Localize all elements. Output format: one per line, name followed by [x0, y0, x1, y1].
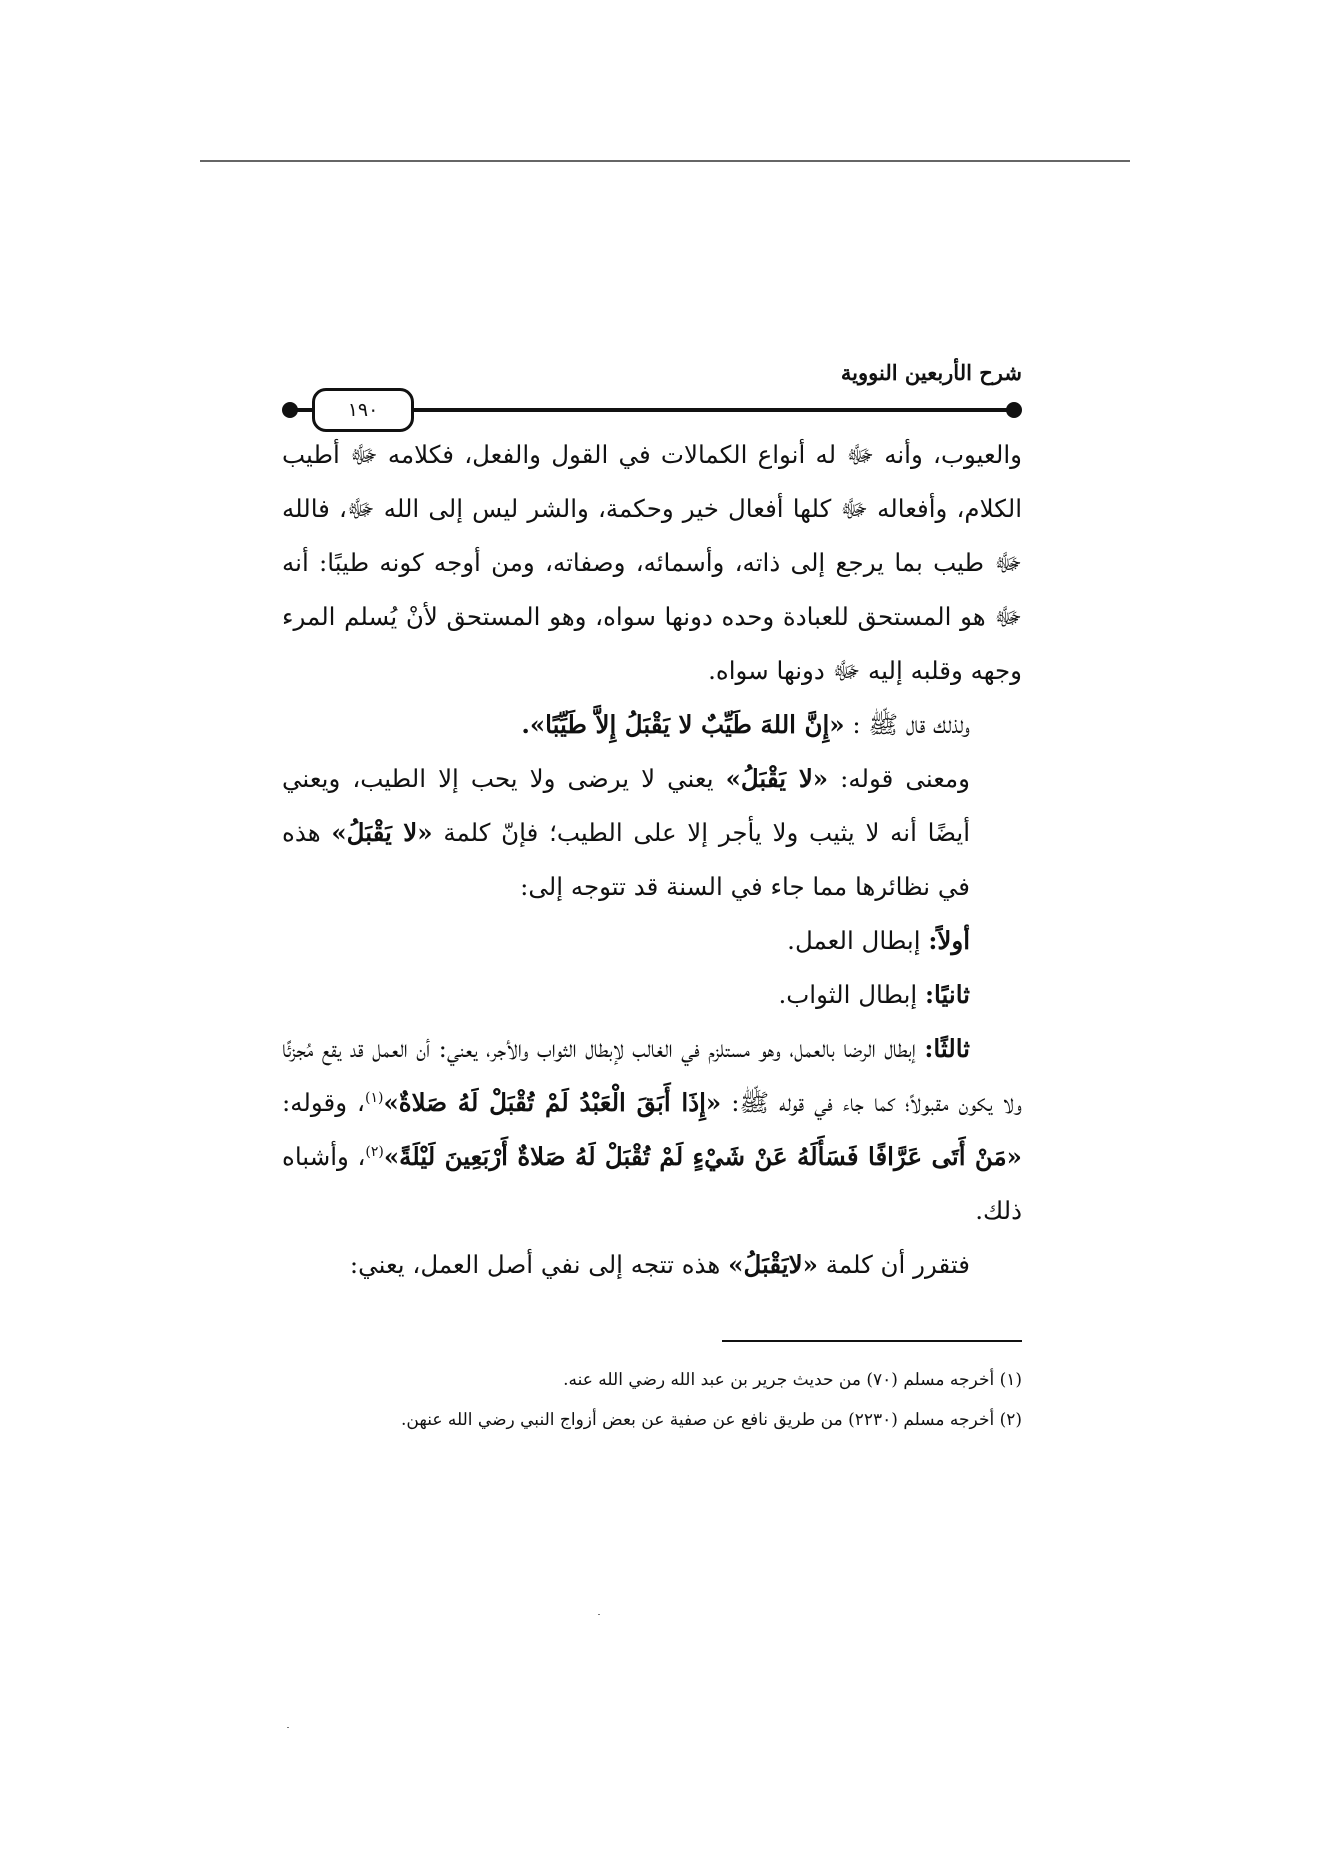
scan-speck [598, 1614, 600, 1615]
paragraph-3 [282, 752, 1022, 914]
paragraph-4 [282, 1238, 1022, 1292]
footnote-1: (١) أخرجه مسلم (٧٠) من حديث جرير بن عبد الله رضي الله عنه. [563, 1370, 1022, 1390]
header-ornament-dot-left [282, 402, 298, 418]
quote-la-yaqbal-1: «لا يَقْبَلُ» [725, 764, 829, 793]
paragraph-4-lead: فتقرر أن كلمة [817, 1250, 970, 1279]
list-item-3-tail: ، وأشباه ذلك. [282, 1142, 1022, 1225]
running-title: شرح الأربعين النووية [840, 360, 1022, 385]
header-ornament-dot-right [1006, 402, 1022, 418]
footnotes [282, 1360, 1022, 1440]
footnote-separator [722, 1340, 1022, 1342]
list-item-1 [282, 914, 1022, 968]
hadith-quote-arraf: «مَنْ أَتَى عَرَّافًا فَسَأَلَهُ عَنْ شَيْءٍ لَمْ تُقْبَلْ لَهُ صَلاةٌ أَرْبَعِينَ لَيْلَةً» [383, 1142, 1022, 1171]
hadith-quote: «إِنَّ اللهَ طَيِّبٌ لا يَقْبَلُ إِلاَّ طَيِّبًا». [521, 710, 845, 739]
paragraph-1: والعيوب، وأنه ﷻ له أنواع الكمالات في القول والفعل، فكلامه ﷻ أطيب الكلام، وأفعاله ﷻ كلها أفعال خير وحكمة، والشر ليس إلى الله ﷻ، فالله ﷻ طيب بما يرجع إلى ذاته، وأسمائه، وصفاته، ومن أوجه كونه طيبًا: أنه ﷻ هو المستحق للعبادة وحده دونها سواه، وهو المستحق لأنْ يُسلم المرء وجهه وقلبه إليه ﷻ دونها سواه. [282, 440, 1022, 685]
quote-la-yaqbal-3: «لايَقْبَلُ» [728, 1250, 818, 1279]
list-item-1-text: إبطال العمل. [787, 926, 929, 955]
paragraph-3-tail: هذه في نظائرها مما جاء في السنة قد تتوجه إلى: [282, 818, 970, 901]
list-item-3-label: ثالثًا: [924, 1034, 970, 1063]
top-rule [200, 160, 1130, 162]
scan-speck [287, 1727, 289, 1728]
list-item-3 [282, 1022, 1022, 1238]
paragraph-3-mid: يعني لا يرضى ولا يحب إلا الطيب، ويعني أيضًا أنه لا يثيب ولا يأجر إلا على الطيب؛ فإنّ كلمة [282, 764, 970, 847]
paragraph-3-lead: ومعنى قوله: [828, 764, 970, 793]
hadith-quote-abaqa: «إِذَا أَبَقَ الْعَبْدُ لَمْ تُقْبَلْ لَهُ صَلاةٌ» [383, 1088, 722, 1117]
list-item-3-mid: ، وقوله: [282, 1088, 365, 1117]
list-item-2-text: إبطال الثواب. [778, 980, 925, 1009]
body-text [282, 428, 1022, 1292]
footnote-ref-2[interactable]: (٢) [365, 1143, 384, 1160]
book-page [282, 358, 1022, 1678]
list-item-1-label: أولاً: [928, 926, 970, 955]
footnote-2: (٢) أخرجه مسلم (٢٢٣٠) من طريق نافع عن صفية عن بعض أزواج النبي رضي الله عنهن. [401, 1410, 1022, 1430]
page-header [282, 358, 1022, 421]
footnote-ref-1[interactable]: (١) [364, 1089, 384, 1106]
paragraph-2-lead: ولذلك قال ﷺ : [844, 710, 970, 739]
paragraph-2 [282, 698, 1022, 752]
list-item-2 [282, 968, 1022, 1022]
list-item-3-text: إبطال الرضا بالعمل، وهو مستلزم في الغالب لإبطال الثواب والأجر، يعني: أن العمل قد يقع مُجزئًا ولا يكون مقبولاً؛ كما جاء في قوله ﷺ: [282, 1034, 1022, 1117]
quote-la-yaqbal-2: «لا يَقْبَلُ» [331, 818, 433, 847]
paragraph-4-tail: هذه تتجه إلى نفي أصل العمل، يعني: [349, 1250, 729, 1279]
page-number: ١٩٠ [312, 388, 414, 432]
list-item-2-label: ثانيًا: [924, 980, 970, 1009]
